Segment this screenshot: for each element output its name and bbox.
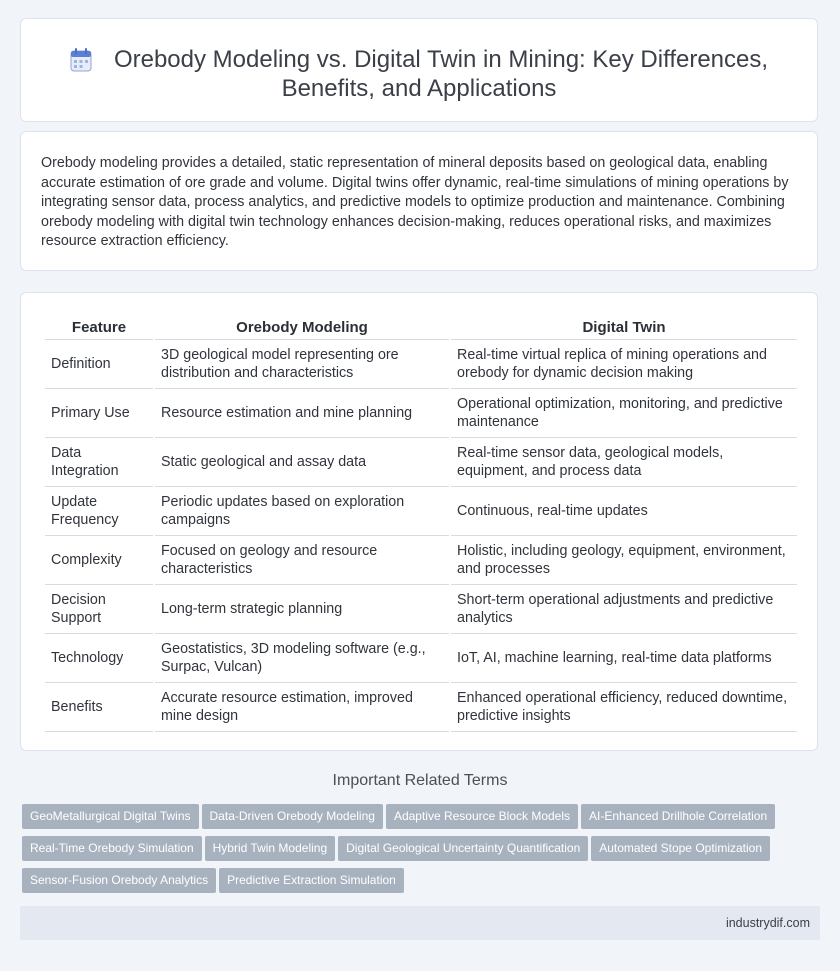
related-term-tag[interactable]: AI-Enhanced Drillhole Correlation [581, 804, 775, 829]
orebody-cell: Geostatistics, 3D modeling software (e.g., Surpac, Vulcan) [155, 634, 449, 683]
comparison-table-card [20, 292, 818, 751]
orebody-cell: Static geological and assay data [155, 438, 449, 487]
related-term-tag[interactable]: Automated Stope Optimization [591, 836, 770, 861]
twin-cell: Real-time virtual replica of mining operations and orebody for dynamic decision making [451, 340, 797, 389]
orebody-cell: Periodic updates based on exploration campaigns [155, 487, 449, 536]
related-terms-heading: Important Related Terms [332, 772, 508, 789]
table-row [45, 438, 797, 487]
table-row [45, 634, 797, 683]
twin-cell: Operational optimization, monitoring, and predictive maintenance [451, 389, 797, 438]
related-terms-list [22, 804, 812, 900]
header-feature: Feature [45, 315, 153, 340]
orebody-cell: 3D geological model representing ore distribution and characteristics [155, 340, 449, 389]
twin-cell: Holistic, including geology, equipment, environment, and processes [451, 536, 797, 585]
feature-cell: Benefits [45, 683, 153, 732]
related-term-tag[interactable]: Adaptive Resource Block Models [386, 804, 578, 829]
twin-cell: Real-time sensor data, geological models, equipment, and process data [451, 438, 797, 487]
feature-cell: Technology [45, 634, 153, 683]
orebody-cell: Focused on geology and resource characteristics [155, 536, 449, 585]
orebody-cell: Long-term strategic planning [155, 585, 449, 634]
page-title: Orebody Modeling vs. Digital Twin in Mining: Key Differences, Benefits, and Applications [113, 46, 769, 102]
feature-cell: Primary Use [45, 389, 153, 438]
table-row [45, 683, 797, 732]
related-term-tag[interactable]: Predictive Extraction Simulation [219, 868, 404, 893]
related-term-tag[interactable]: GeoMetallurgical Digital Twins [22, 804, 199, 829]
feature-cell: Decision Support [45, 585, 153, 634]
table-row [45, 536, 797, 585]
twin-cell: Short-term operational adjustments and predictive analytics [451, 585, 797, 634]
feature-cell: Update Frequency [45, 487, 153, 536]
calendar-icon [70, 48, 92, 72]
title-card [20, 18, 818, 122]
intro-card [20, 131, 818, 271]
related-term-tag[interactable]: Real-Time Orebody Simulation [22, 836, 202, 861]
related-term-tag[interactable]: Hybrid Twin Modeling [205, 836, 336, 861]
header-orebody-modeling: Orebody Modeling [155, 315, 449, 340]
orebody-cell: Accurate resource estimation, improved mine design [155, 683, 449, 732]
feature-cell: Complexity [45, 536, 153, 585]
twin-cell: IoT, AI, machine learning, real-time data platforms [451, 634, 797, 683]
comparison-table [43, 315, 799, 732]
related-term-tag[interactable]: Sensor-Fusion Orebody Analytics [22, 868, 216, 893]
twin-cell: Enhanced operational efficiency, reduced downtime, predictive insights [451, 683, 797, 732]
title-wrap [21, 45, 817, 103]
table-row [45, 487, 797, 536]
feature-cell: Data Integration [45, 438, 153, 487]
related-term-tag[interactable]: Data-Driven Orebody Modeling [202, 804, 383, 829]
table-row [45, 340, 797, 389]
header-digital-twin: Digital Twin [451, 315, 797, 340]
twin-cell: Continuous, real-time updates [451, 487, 797, 536]
table-header-row [45, 315, 797, 340]
footer-site-link[interactable]: industrydif.com [725, 916, 810, 930]
related-term-tag[interactable]: Digital Geological Uncertainty Quantification [338, 836, 588, 861]
feature-cell: Definition [45, 340, 153, 389]
table-row [45, 389, 797, 438]
footer-bar [20, 906, 820, 940]
orebody-cell: Resource estimation and mine planning [155, 389, 449, 438]
table-row [45, 585, 797, 634]
intro-paragraph: Orebody modeling provides a detailed, static representation of mineral deposits based on geological data, enabling accurate estimation of ore grade and volume. Digital twins offer dynamic, real-time simulations of mining operations by integrating sensor data, process analytics, and predictive models to optimize production and maintenance. Combining orebody modeling with digital twin technology enhances decision-making, reduces operational risks, and maximizes resource extraction efficiency. [41, 155, 789, 250]
